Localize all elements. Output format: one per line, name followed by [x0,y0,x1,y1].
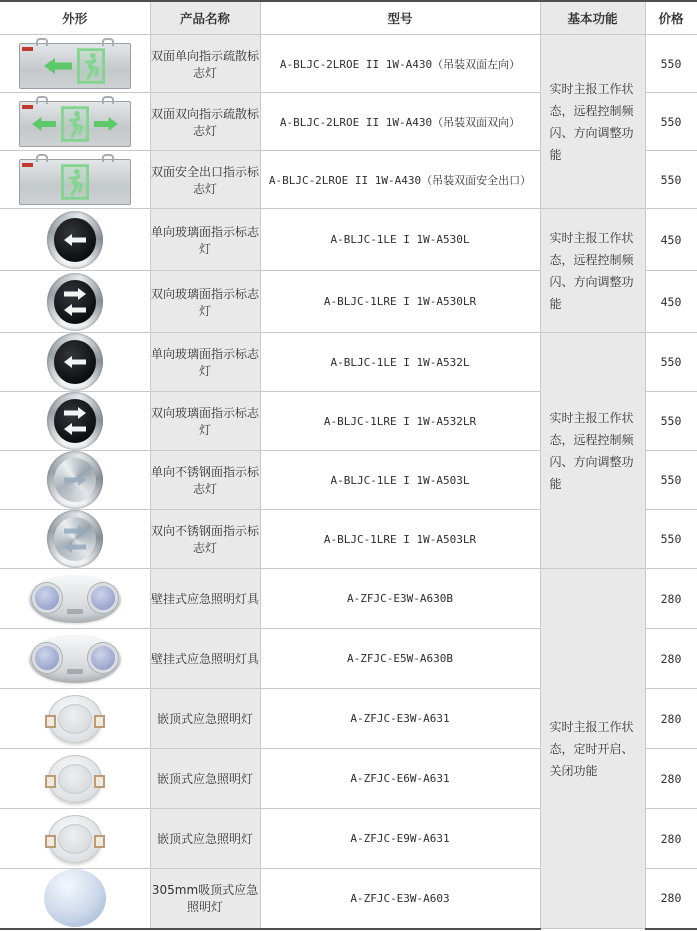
appearance-cell [0,209,150,271]
hanger-icon [36,96,48,104]
function-text: 实时主报工作状态，定时开启、关闭功能 [549,719,634,778]
model-number: A-BLJC-1LE I 1W-A530L [260,209,540,271]
price: 280 [645,869,697,929]
mounting-clip-icon [45,835,56,848]
left-arrow-icon [64,423,86,435]
right-arrow-icon [64,474,86,486]
brand-label [67,669,83,674]
product-name: 嵌顶式应急照明灯 [150,809,260,869]
model-number: A-ZFJC-E9W-A631 [260,809,540,869]
right-arrow-icon [94,116,118,132]
hanger-icon [102,154,114,162]
price: 280 [645,569,697,629]
price: 280 [645,689,697,749]
price: 280 [645,809,697,869]
brand-logo [22,47,33,51]
model-number: A-BLJC-2LROE II 1W-A430（吊装双面左向） [260,35,540,93]
round-steel-double-arrow-lamp-image [47,510,103,568]
function-cell [540,333,645,569]
round-glass-single-arrow-lamp-image [47,211,103,269]
left-arrow-icon [64,541,86,553]
product-name: 双面安全出口指示标志灯 [150,151,260,209]
product-name: 双面双向指示疏散标志灯 [150,93,260,151]
header-row [0,1,697,35]
left-arrow-icon [32,116,56,132]
right-arrow-icon [64,288,86,300]
model-number: A-ZFJC-E3W-A631 [260,689,540,749]
product-name: 双向玻璃面指示标志灯 [150,271,260,333]
hanger-icon [102,96,114,104]
appearance-cell [0,392,150,451]
exit-sign-image [19,159,131,205]
left-arrow-icon [64,304,86,316]
running-man-icon [61,106,89,142]
right-arrow-icon [64,407,86,419]
table-row [0,569,697,629]
mounting-clip-icon [94,775,105,788]
appearance-cell [0,569,150,629]
model-number: A-ZFJC-E6W-A631 [260,749,540,809]
lamp-head-icon [32,643,62,673]
function-text: 实时主报工作状态，远程控制频闪、方向调整功能 [549,410,634,491]
round-glass-double-arrow-lamp-image [47,392,103,450]
lamp-head-icon [88,643,118,673]
function-cell [540,569,645,929]
appearance-cell [0,333,150,392]
product-name: 双向不锈钢面指示标志灯 [150,510,260,569]
product-name: 305mm吸顶式应急照明灯 [150,869,260,929]
appearance-cell [0,689,150,749]
recessed-downlight-image [45,694,105,744]
model-number: A-BLJC-1LRE I 1W-A503LR [260,510,540,569]
model-number: A-BLJC-1LRE I 1W-A530LR [260,271,540,333]
wall-mounted-lamp-image [29,575,121,623]
price: 280 [645,749,697,809]
ceiling-sphere-lamp-image [44,869,106,927]
function-cell [540,35,645,209]
product-name: 壁挂式应急照明灯具 [150,629,260,689]
model-number: A-ZFJC-E3W-A603 [260,869,540,929]
brand-logo [22,163,33,167]
model-number: A-BLJC-2LROE II 1W-A430（吊装双面安全出口） [260,151,540,209]
recessed-downlight-image [45,814,105,864]
right-arrow-icon [64,525,86,537]
table-row [0,35,697,93]
mounting-clip-icon [94,715,105,728]
model-number: A-BLJC-1LE I 1W-A503L [260,451,540,510]
left-arrow-icon [44,58,72,74]
price: 280 [645,629,697,689]
model-number: A-ZFJC-E3W-A630B [260,569,540,629]
appearance-cell [0,749,150,809]
model-number: A-BLJC-1LE I 1W-A532L [260,333,540,392]
exit-sign-left-arrow-image [19,43,131,89]
running-man-icon [77,48,105,84]
mounting-clip-icon [45,775,56,788]
brand-label [67,609,83,614]
wall-mounted-lamp-image [29,635,121,683]
header-product-name: 产品名称 [150,1,260,35]
left-arrow-icon [64,356,86,368]
appearance-cell [0,93,150,151]
product-name: 壁挂式应急照明灯具 [150,569,260,629]
price: 550 [645,333,697,392]
recessed-downlight-image [45,754,105,804]
price: 450 [645,271,697,333]
appearance-cell [0,151,150,209]
appearance-cell [0,271,150,333]
mounting-clip-icon [45,715,56,728]
running-man-icon [61,164,89,200]
product-name: 单向玻璃面指示标志灯 [150,333,260,392]
lamp-head-icon [32,583,62,613]
header-shape: 外形 [0,1,150,35]
product-name: 嵌顶式应急照明灯 [150,689,260,749]
product-name: 单向玻璃面指示标志灯 [150,209,260,271]
price: 550 [645,151,697,209]
header-price: 价格 [645,1,697,35]
price: 550 [645,35,697,93]
appearance-cell [0,451,150,510]
appearance-cell [0,629,150,689]
left-arrow-icon [64,234,86,246]
round-steel-single-arrow-lamp-image [47,451,103,509]
appearance-cell [0,869,150,929]
price: 550 [645,510,697,569]
hanger-icon [36,38,48,46]
appearance-cell [0,809,150,869]
table-row [0,333,697,392]
appearance-cell [0,510,150,569]
hanger-icon [36,154,48,162]
mounting-clip-icon [94,835,105,848]
model-number: A-ZFJC-E5W-A630B [260,629,540,689]
function-cell [540,209,645,333]
product-name: 双向玻璃面指示标志灯 [150,392,260,451]
round-glass-double-arrow-lamp-image [47,273,103,331]
model-number: A-BLJC-1LRE I 1W-A532LR [260,392,540,451]
lamp-head-icon [88,583,118,613]
price: 550 [645,451,697,510]
table-row [0,209,697,271]
product-name: 双面单向指示疏散标志灯 [150,35,260,93]
function-text: 实时主报工作状态，远程控制频闪、方向调整功能 [549,81,634,162]
exit-sign-double-arrow-image [19,101,131,147]
price: 550 [645,93,697,151]
header-model: 型号 [260,1,540,35]
model-number: A-BLJC-2LROE II 1W-A430（吊装双面双向） [260,93,540,151]
hanger-icon [102,38,114,46]
price: 450 [645,209,697,271]
price: 550 [645,392,697,451]
function-text: 实时主报工作状态，远程控制频闪、方向调整功能 [549,230,634,311]
brand-logo [22,105,33,109]
header-function: 基本功能 [540,1,645,35]
product-name: 单向不锈钢面指示标志灯 [150,451,260,510]
round-glass-single-arrow-lamp-image [47,333,103,391]
product-name: 嵌顶式应急照明灯 [150,749,260,809]
appearance-cell [0,35,150,93]
